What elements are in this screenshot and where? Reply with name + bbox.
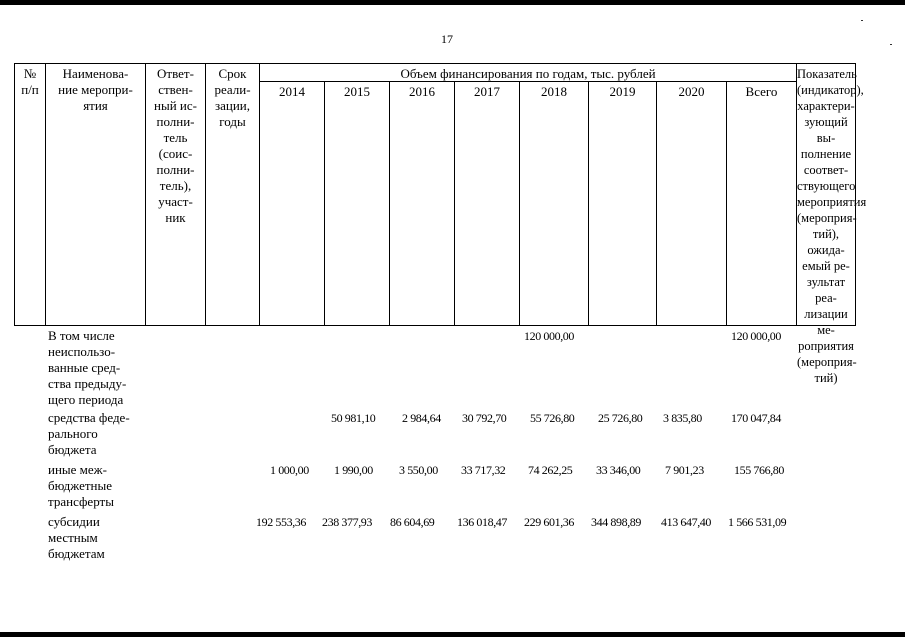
year-header: 2015 [344,84,370,99]
header-number: № п/п [21,66,39,97]
year-header: 2016 [409,84,435,99]
value-cell: 50 981,10 [331,411,376,425]
page-number: 17 [441,32,453,46]
year-header: 2014 [279,84,305,99]
value-cell: 3 550,00 [399,463,438,477]
value-cell-total: 170 047,84 [731,411,782,425]
value-cell: 120 000,00 [524,329,575,343]
header-funding-title: Объем финансирования по годам, тыс. рублей [400,66,656,81]
year-header: 2020 [678,84,705,99]
value-cell: 1 000,00 [270,463,309,477]
row-label: средства феде- рального бюджета [48,410,130,457]
value-cell: 74 262,25 [528,463,573,477]
value-cell-total: 155 766,80 [734,463,785,477]
value-cell: 7 901,23 [665,463,704,477]
value-cell: 413 647,40 [661,515,712,529]
value-cell: 30 792,70 [462,411,507,425]
year-header-total: Всего [745,84,778,99]
value-cell: 25 726,80 [598,411,643,425]
value-cell-total: 1 566 531,09 [728,515,787,529]
value-cell: 86 604,69 [390,515,435,529]
row-label: субсидии местным бюджетам [48,514,105,561]
row-label: В том числе неиспользо- ванные сред- ства предыду- щего периода [48,328,127,407]
year-header: 2017 [474,84,500,99]
value-cell: 238 377,93 [322,515,373,529]
row-label: иные меж- бюджетные трансферты [48,462,114,509]
value-cell-total: 120 000,00 [731,329,782,343]
header-activity-name: Наименова- ние меропри- ятия [58,66,133,113]
value-cell: 2 984,64 [402,411,441,425]
header-term: Срок реали- зации, годы [214,66,251,129]
header-executor: Ответ- ствен- ный ис- полни- тель (соис- полни- тель), участ- ник [154,66,197,225]
value-cell: 3 835,80 [663,411,702,425]
year-header: 2018 [541,84,567,99]
header-indicator: Показатель (индикатор), характери- зующий вы- полнение соответ- ствующего мероприятия (мероприя- тий), ожида- емый ре- зультат реа- лизации ме- роприятия (мероприя- тий) [797,67,867,385]
value-cell: 33 346,00 [596,463,641,477]
value-cell: 229 601,36 [524,515,575,529]
year-header: 2019 [609,84,636,99]
value-cell: 1 990,00 [334,463,373,477]
value-cell: 344 898,89 [591,515,642,529]
value-cell: 136 018,47 [457,515,508,529]
value-cell: 55 726,80 [530,411,575,425]
value-cell: 192 553,36 [256,515,307,529]
value-cell: 33 717,32 [461,463,506,477]
